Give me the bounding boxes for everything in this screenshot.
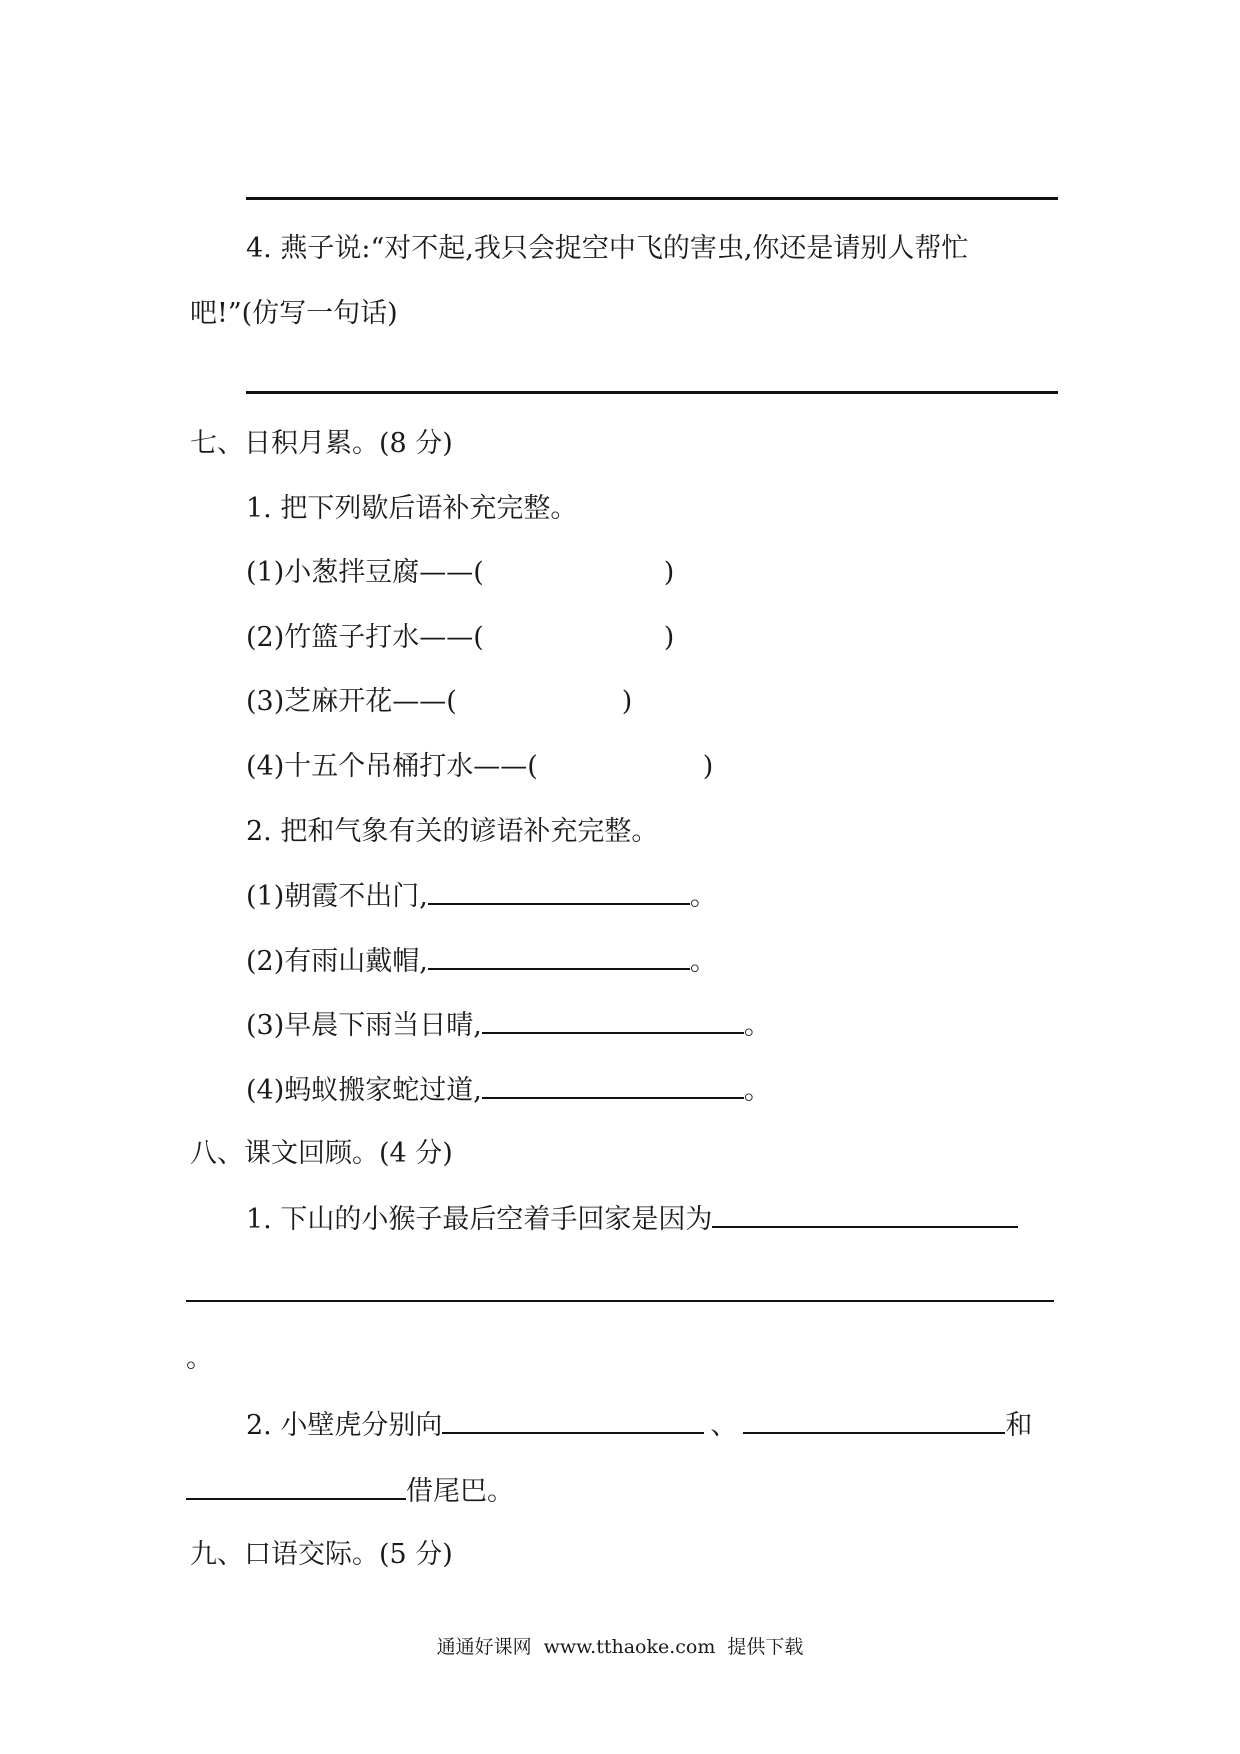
s7-part2-title: 2. 把和气象有关的谚语补充完整。 — [246, 816, 659, 847]
fill-blank[interactable] — [186, 1474, 406, 1500]
proverb-prefix: (2)有雨山戴帽, — [246, 946, 428, 977]
idiom-suffix: ) — [702, 751, 714, 782]
proverb-suffix: 。 — [689, 946, 717, 977]
s8-question-2 — [246, 1408, 1032, 1443]
footer-site: 通通好课网 — [436, 1636, 532, 1658]
proverb-suffix: 。 — [743, 1075, 771, 1106]
fill-blank[interactable] — [428, 879, 690, 905]
q6-item4-line2: 吧!”(仿写一句话) — [190, 298, 398, 329]
fill-blank[interactable] — [743, 1408, 1005, 1434]
fill-blank-line[interactable] — [186, 1300, 1054, 1302]
proverb-suffix: 。 — [689, 881, 717, 912]
s7-proverb-4 — [246, 1073, 771, 1108]
idiom-prefix: (4)十五个吊桶打水——( — [246, 751, 538, 782]
answer-line — [246, 197, 1058, 200]
section-8-heading: 八、课文回顾。(4 分) — [190, 1138, 453, 1169]
page-footer — [0, 1632, 1240, 1659]
s7-proverb-1 — [246, 879, 717, 914]
s7-part1-title: 1. 把下列歇后语补充完整。 — [246, 493, 578, 524]
s7-idiom-4 — [246, 750, 713, 784]
answer-line — [246, 391, 1058, 394]
s8-question-2-cont — [186, 1474, 514, 1509]
fill-blank[interactable] — [712, 1202, 1018, 1228]
idiom-prefix: (2)竹篮子打水——( — [246, 622, 484, 653]
idiom-prefix: (1)小葱拌豆腐——( — [246, 557, 484, 588]
idiom-suffix: ) — [621, 686, 633, 717]
s7-idiom-2 — [246, 621, 674, 655]
s7-idiom-3 — [246, 685, 632, 719]
proverb-prefix: (3)早晨下雨当日晴, — [246, 1010, 482, 1041]
question-text-end: 借尾巴。 — [406, 1476, 514, 1507]
fill-blank[interactable] — [442, 1408, 704, 1434]
proverb-prefix: (1)朝霞不出门, — [246, 881, 428, 912]
s7-proverb-2 — [246, 944, 717, 979]
footer-note: 提供下载 — [727, 1636, 804, 1658]
idiom-prefix: (3)芝麻开花——( — [246, 686, 457, 717]
section-9-heading: 九、口语交际。(5 分) — [190, 1539, 453, 1570]
fill-blank[interactable] — [482, 1008, 744, 1034]
idiom-suffix: ) — [663, 622, 675, 653]
footer-url[interactable]: www.tthaoke.com — [543, 1636, 716, 1658]
question-text: 2. 小壁虎分别向 — [246, 1410, 443, 1441]
proverb-prefix: (4)蚂蚁搬家蛇过道, — [246, 1075, 482, 1106]
conjunction: 和 — [1005, 1410, 1033, 1441]
separator: 、 — [710, 1410, 738, 1441]
s7-proverb-3 — [246, 1008, 771, 1043]
question-text: 1. 下山的小猴子最后空着手回家是因为 — [246, 1204, 713, 1235]
q6-item4-line1: 4. 燕子说:“对不起,我只会捉空中飞的害虫,你还是请别人帮忙 — [246, 233, 969, 264]
section-7-heading: 七、日积月累。(8 分) — [190, 428, 453, 459]
s8-question-1 — [246, 1202, 1018, 1237]
proverb-suffix: 。 — [743, 1010, 771, 1041]
idiom-suffix: ) — [663, 557, 675, 588]
fill-blank[interactable] — [428, 944, 690, 970]
s8-q1-end: 。 — [186, 1343, 213, 1374]
s7-idiom-1 — [246, 556, 674, 590]
fill-blank[interactable] — [482, 1073, 744, 1099]
